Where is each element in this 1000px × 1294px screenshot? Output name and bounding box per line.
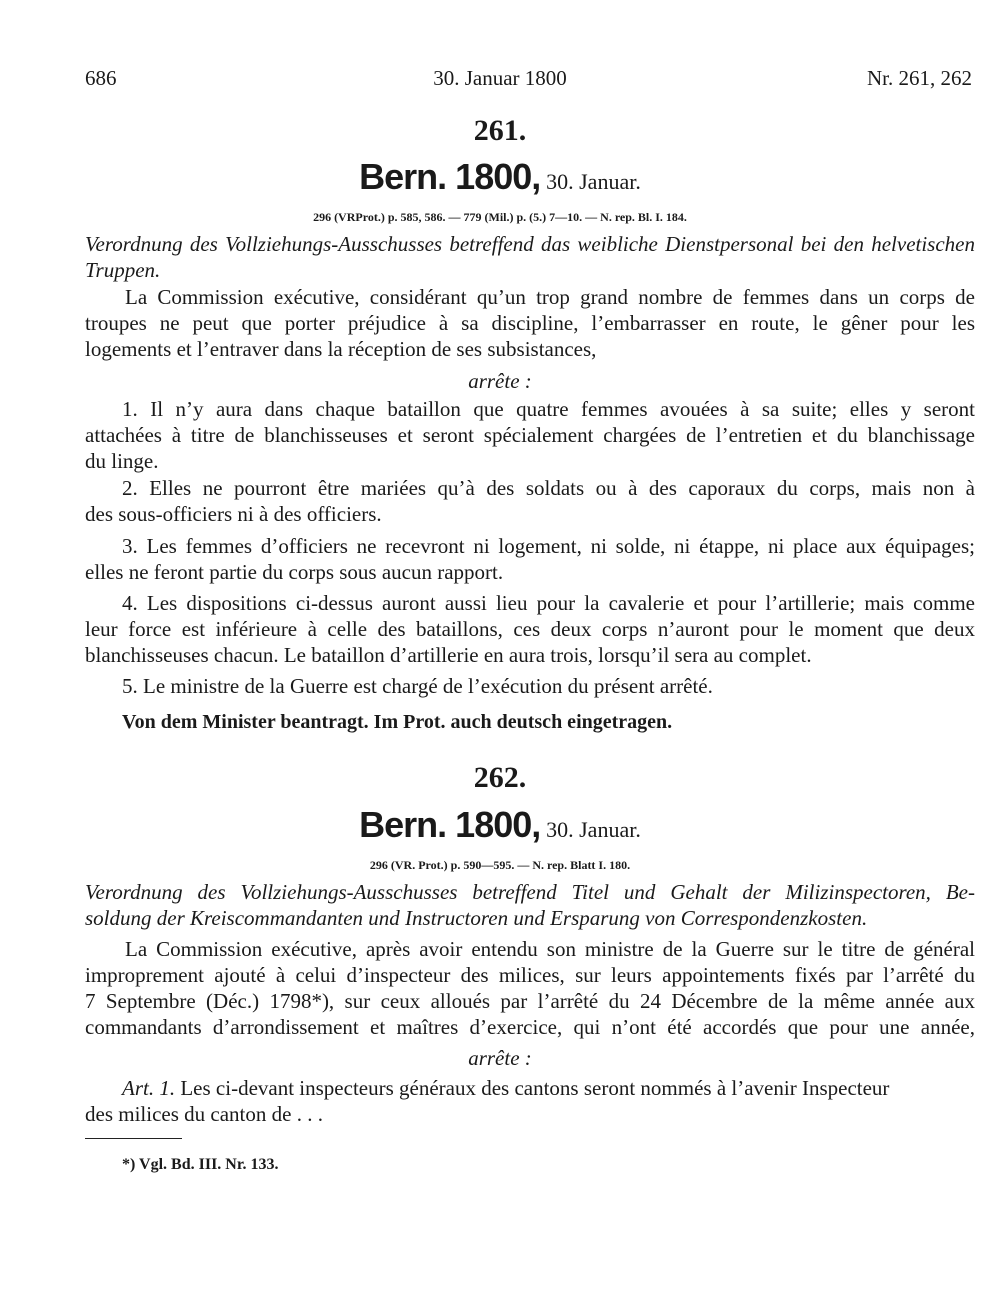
doc-262-preamble-1: La Commission exécutive, après avoir entendu son ministre de la Guerre sur le titre de général [125, 937, 975, 961]
doc-262-article-label: Art. 1. [122, 1076, 176, 1100]
doc-262-title-line-1: Verordnung des Vollziehungs-Ausschusses betreffend Titel und Gehalt der Milizinspectoren, Be- [85, 880, 975, 904]
doc-262-preamble-2: improprement ajouté à celui d’inspecteur des milices, sur leurs appointements fixés par l’arrêté du [85, 963, 975, 987]
doc-262-sources: 296 (VR. Prot.) p. 590—595. — N. rep. Blatt I. 180. [369, 858, 631, 872]
footnote: *) Vgl. Bd. III. Nr. 133. [122, 1156, 279, 1173]
doc-261-article-1-line-3: du linge. [85, 449, 159, 473]
running-date: 30. Januar 1800 [433, 66, 567, 90]
page-number: 686 [85, 66, 117, 90]
doc-261-preamble-3: logements et l’entraver dans la réception de ses subsistances, [85, 337, 597, 361]
doc-261-article-4-line-3: blanchisseuses chacun. Le bataillon d’artillerie en aura trois, lorsqu’il sera au complet. [85, 643, 812, 667]
doc-261-preamble-2: troupes ne peut que porter préjudice à sa discipline, l’embarrasser en route, le gêner pour les [85, 311, 975, 335]
doc-262-number: 262. [473, 761, 527, 794]
doc-261-article-4-line-2: leur force est inférieure à celle des bataillons, ces deux corps n’auront pour le moment que deux [85, 617, 975, 641]
doc-261-article-1-line-1: 1. Il n’y aura dans chaque bataillon que quatre femmes avouées à sa suite; elles y seront [122, 397, 975, 421]
doc-262-preamble-4: commandants d’arrondissement et maîtres d’exercice, qui n’ont été accordés que pour une année, [85, 1015, 975, 1039]
doc-261-title-line-2: Truppen. [85, 258, 161, 282]
doc-261-article-1-line-2: attachées à titre de blanchisseuses et seront spécialement chargées de l’entretien et du blanchissage [85, 423, 975, 447]
doc-261-preamble-1: La Commission exécutive, considérant qu’un trop grand nombre de femmes dans un corps de [125, 285, 975, 309]
doc-261-article-2-line-2: des sous-officiers ni à des officiers. [85, 502, 382, 526]
doc-261-article-2-line-1: 2. Elles ne pourront être mariées qu’à des soldats ou à des caporaux du corps, mais non à [122, 476, 975, 500]
document-range: Nr. 261, 262 [867, 66, 972, 90]
doc-262-article-1-text: Les ci-devant inspecteurs généraux des cantons seront nommés à l’avenir Inspecteur [180, 1076, 890, 1100]
doc-262-arrete: arrête : [468, 1046, 532, 1070]
doc-261-article-3-line-2: elles ne feront partie du corps sous aucun rapport. [85, 560, 504, 584]
doc-261-day: 30. Januar. [546, 169, 641, 194]
doc-261-place-date [0, 158, 1000, 202]
doc-262-preamble-3: 7 Septembre (Déc.) 1798*), sur ceux alloués par l’arrêté du 24 Décembre de la même année aux [85, 989, 975, 1013]
doc-261-place-year: Bern. 1800, [359, 156, 541, 197]
doc-262-article-1-line-1 [122, 1075, 975, 1101]
doc-261-number: 261. [473, 114, 527, 147]
doc-261-article-5: 5. Le ministre de la Guerre est chargé de l’exécution du présent arrêté. [122, 674, 713, 698]
doc-262-place-year: Bern. 1800, [359, 804, 541, 845]
doc-262-title-line-2: soldung der Kreiscommandanten und Instructoren und Ersparung von Correspondenzkosten. [85, 906, 868, 930]
doc-261-sources: 296 (VRProt.) p. 585, 586. — 779 (Mil.) p. (5.) 7—10. — N. rep. Bl. I. 184. [313, 210, 687, 224]
doc-261-note: Von dem Minister beantragt. Im Prot. auch deutsch eingetragen. [122, 711, 673, 733]
doc-261-arrete: arrête : [468, 369, 532, 393]
doc-261-title-line-1: Verordnung des Vollziehungs-Ausschusses betreffend das weibliche Dienstpersonal bei den helvetischen [85, 232, 975, 256]
doc-262-day: 30. Januar. [546, 817, 641, 842]
doc-261-article-4-line-1: 4. Les dispositions ci-dessus auront aussi lieu pour la cavalerie et pour l’artillerie; mais comme [122, 591, 975, 615]
doc-261-article-3-line-1: 3. Les femmes d’officiers ne recevront ni logement, ni solde, ni étappe, ni place aux équipages; [122, 534, 975, 558]
doc-262-article-1-line-2: des milices du canton de . . . [85, 1102, 323, 1126]
doc-262-place-date [0, 806, 1000, 850]
footnote-rule [85, 1138, 182, 1139]
